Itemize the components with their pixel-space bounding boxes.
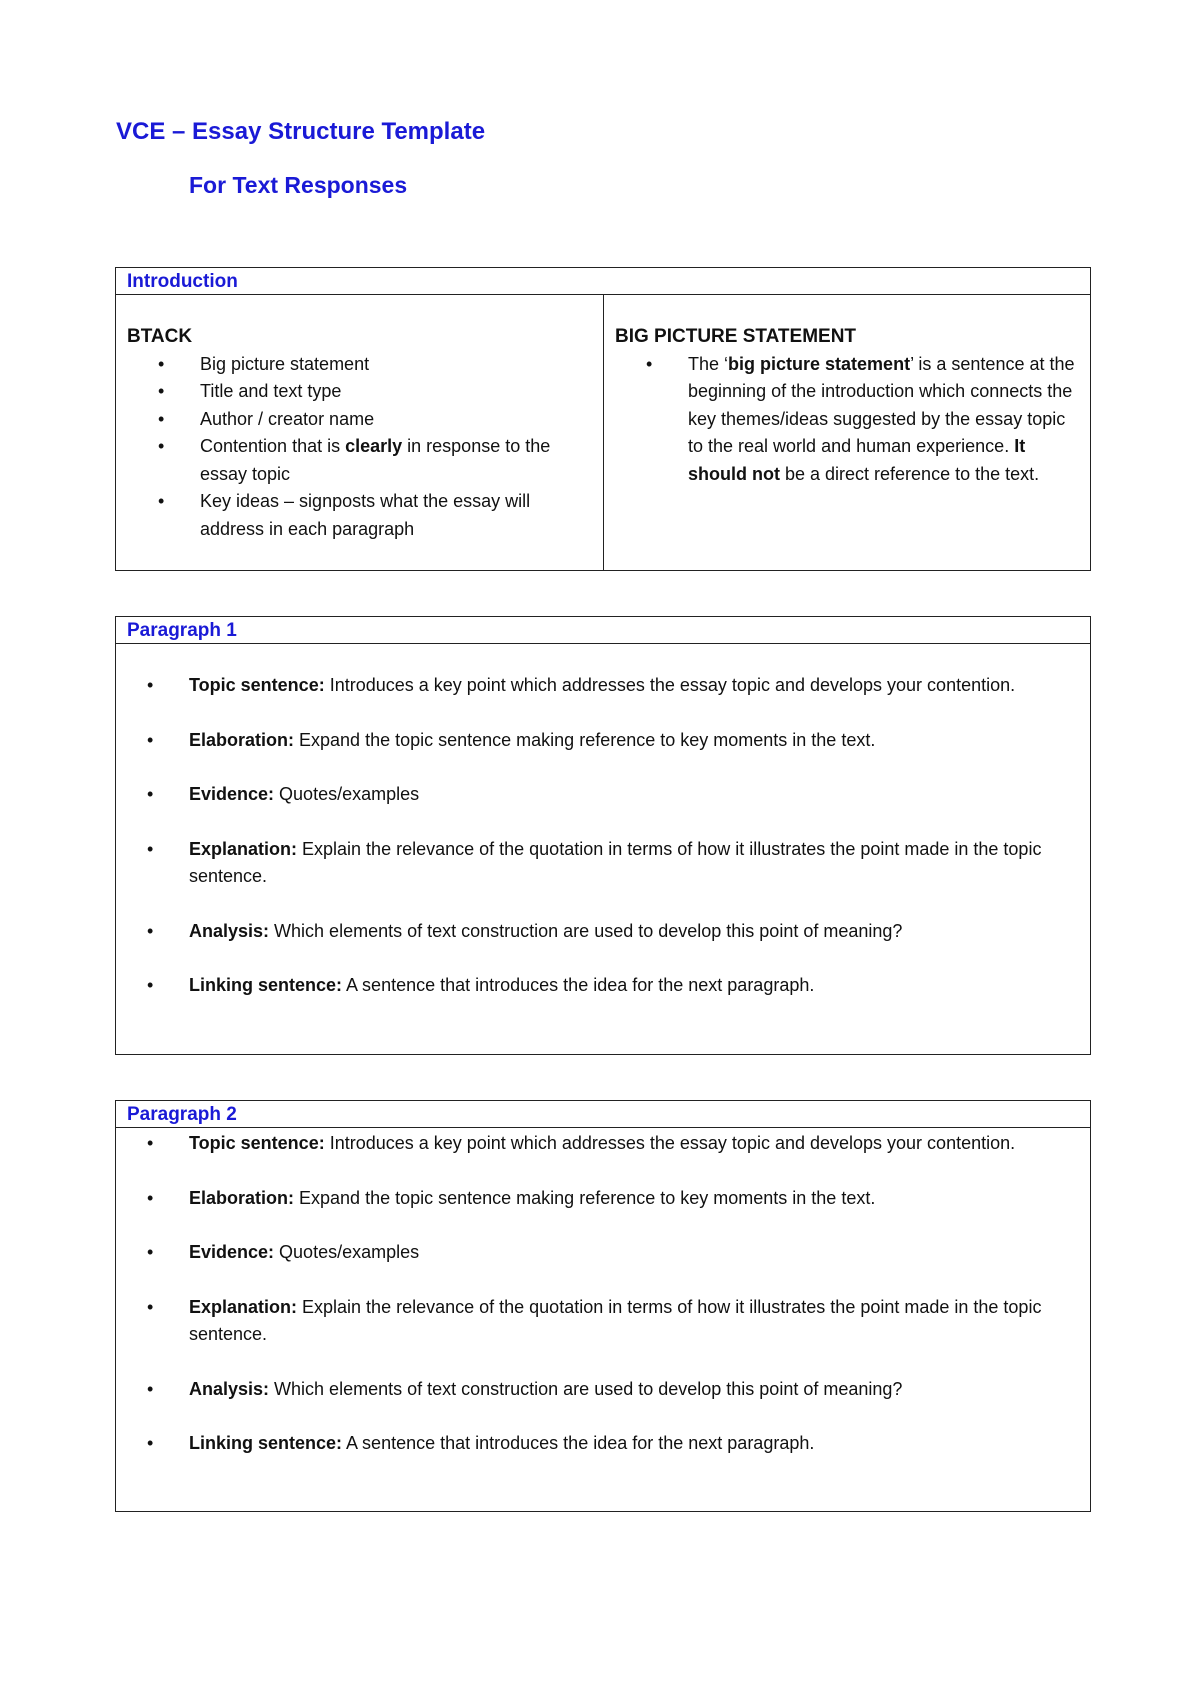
paragraph-1-list (116, 644, 1090, 1000)
paragraph-1-table (115, 616, 1091, 1055)
big-picture-heading: BIG PICTURE STATEMENT (615, 326, 857, 347)
list-item: • Evidence: Quotes/examples (116, 1239, 1090, 1267)
list-item: • Elaboration: Expand the topic sentence making reference to key moments in the text. (116, 1185, 1090, 1213)
paragraph-1-heading: Paragraph 1 (116, 617, 1090, 644)
list-item: • Linking sentence: A sentence that introduces the idea for the next paragraph. (116, 1430, 1090, 1458)
list-item: • Evidence: Quotes/examples (116, 781, 1090, 809)
big-picture-list (615, 351, 1080, 489)
paragraph-2-table (115, 1100, 1091, 1512)
big-picture-column (604, 295, 1090, 570)
list-item: • Topic sentence: Introduces a key point which addresses the essay topic and develops your contention. (116, 1130, 1090, 1158)
list-item: • Elaboration: Expand the topic sentence making reference to key moments in the text. (116, 727, 1090, 755)
btack-column (116, 295, 604, 570)
list-item: • Contention that is clearly in response to the essay topic (127, 433, 593, 488)
list-item: • Linking sentence: A sentence that introduces the idea for the next paragraph. (116, 972, 1090, 1000)
paragraph-2-list (116, 1128, 1090, 1458)
list-item: • Topic sentence: Introduces a key point which addresses the essay topic and develops your contention. (116, 672, 1090, 700)
document-subtitle: For Text Responses (189, 172, 408, 198)
list-item: • Key ideas – signposts what the essay will address in each paragraph (127, 488, 593, 543)
btack-list (127, 351, 593, 544)
list-item: • The ‘big picture statement’ is a sentence at the beginning of the introduction which connects the key themes/ideas suggested by the essay topic to the real world and human experience. It should not be a direct reference to the text. (615, 351, 1080, 489)
introduction-table (115, 267, 1091, 571)
introduction-heading: Introduction (116, 268, 1090, 295)
list-item: • Analysis: Which elements of text construction are used to develop this point of meaning? (116, 918, 1090, 946)
list-item: • Title and text type (127, 378, 593, 406)
list-item: • Analysis: Which elements of text construction are used to develop this point of meaning? (116, 1376, 1090, 1404)
list-item: • Author / creator name (127, 406, 593, 434)
paragraph-2-heading: Paragraph 2 (116, 1101, 1090, 1128)
list-item: • Explanation: Explain the relevance of the quotation in terms of how it illustrates the point made in the topic sentence. (116, 1294, 1090, 1349)
list-item: • Big picture statement (127, 351, 593, 379)
btack-heading: BTACK (127, 326, 193, 347)
document-title: VCE – Essay Structure Template (116, 118, 486, 145)
list-item: • Explanation: Explain the relevance of the quotation in terms of how it illustrates the point made in the topic sentence. (116, 836, 1090, 891)
